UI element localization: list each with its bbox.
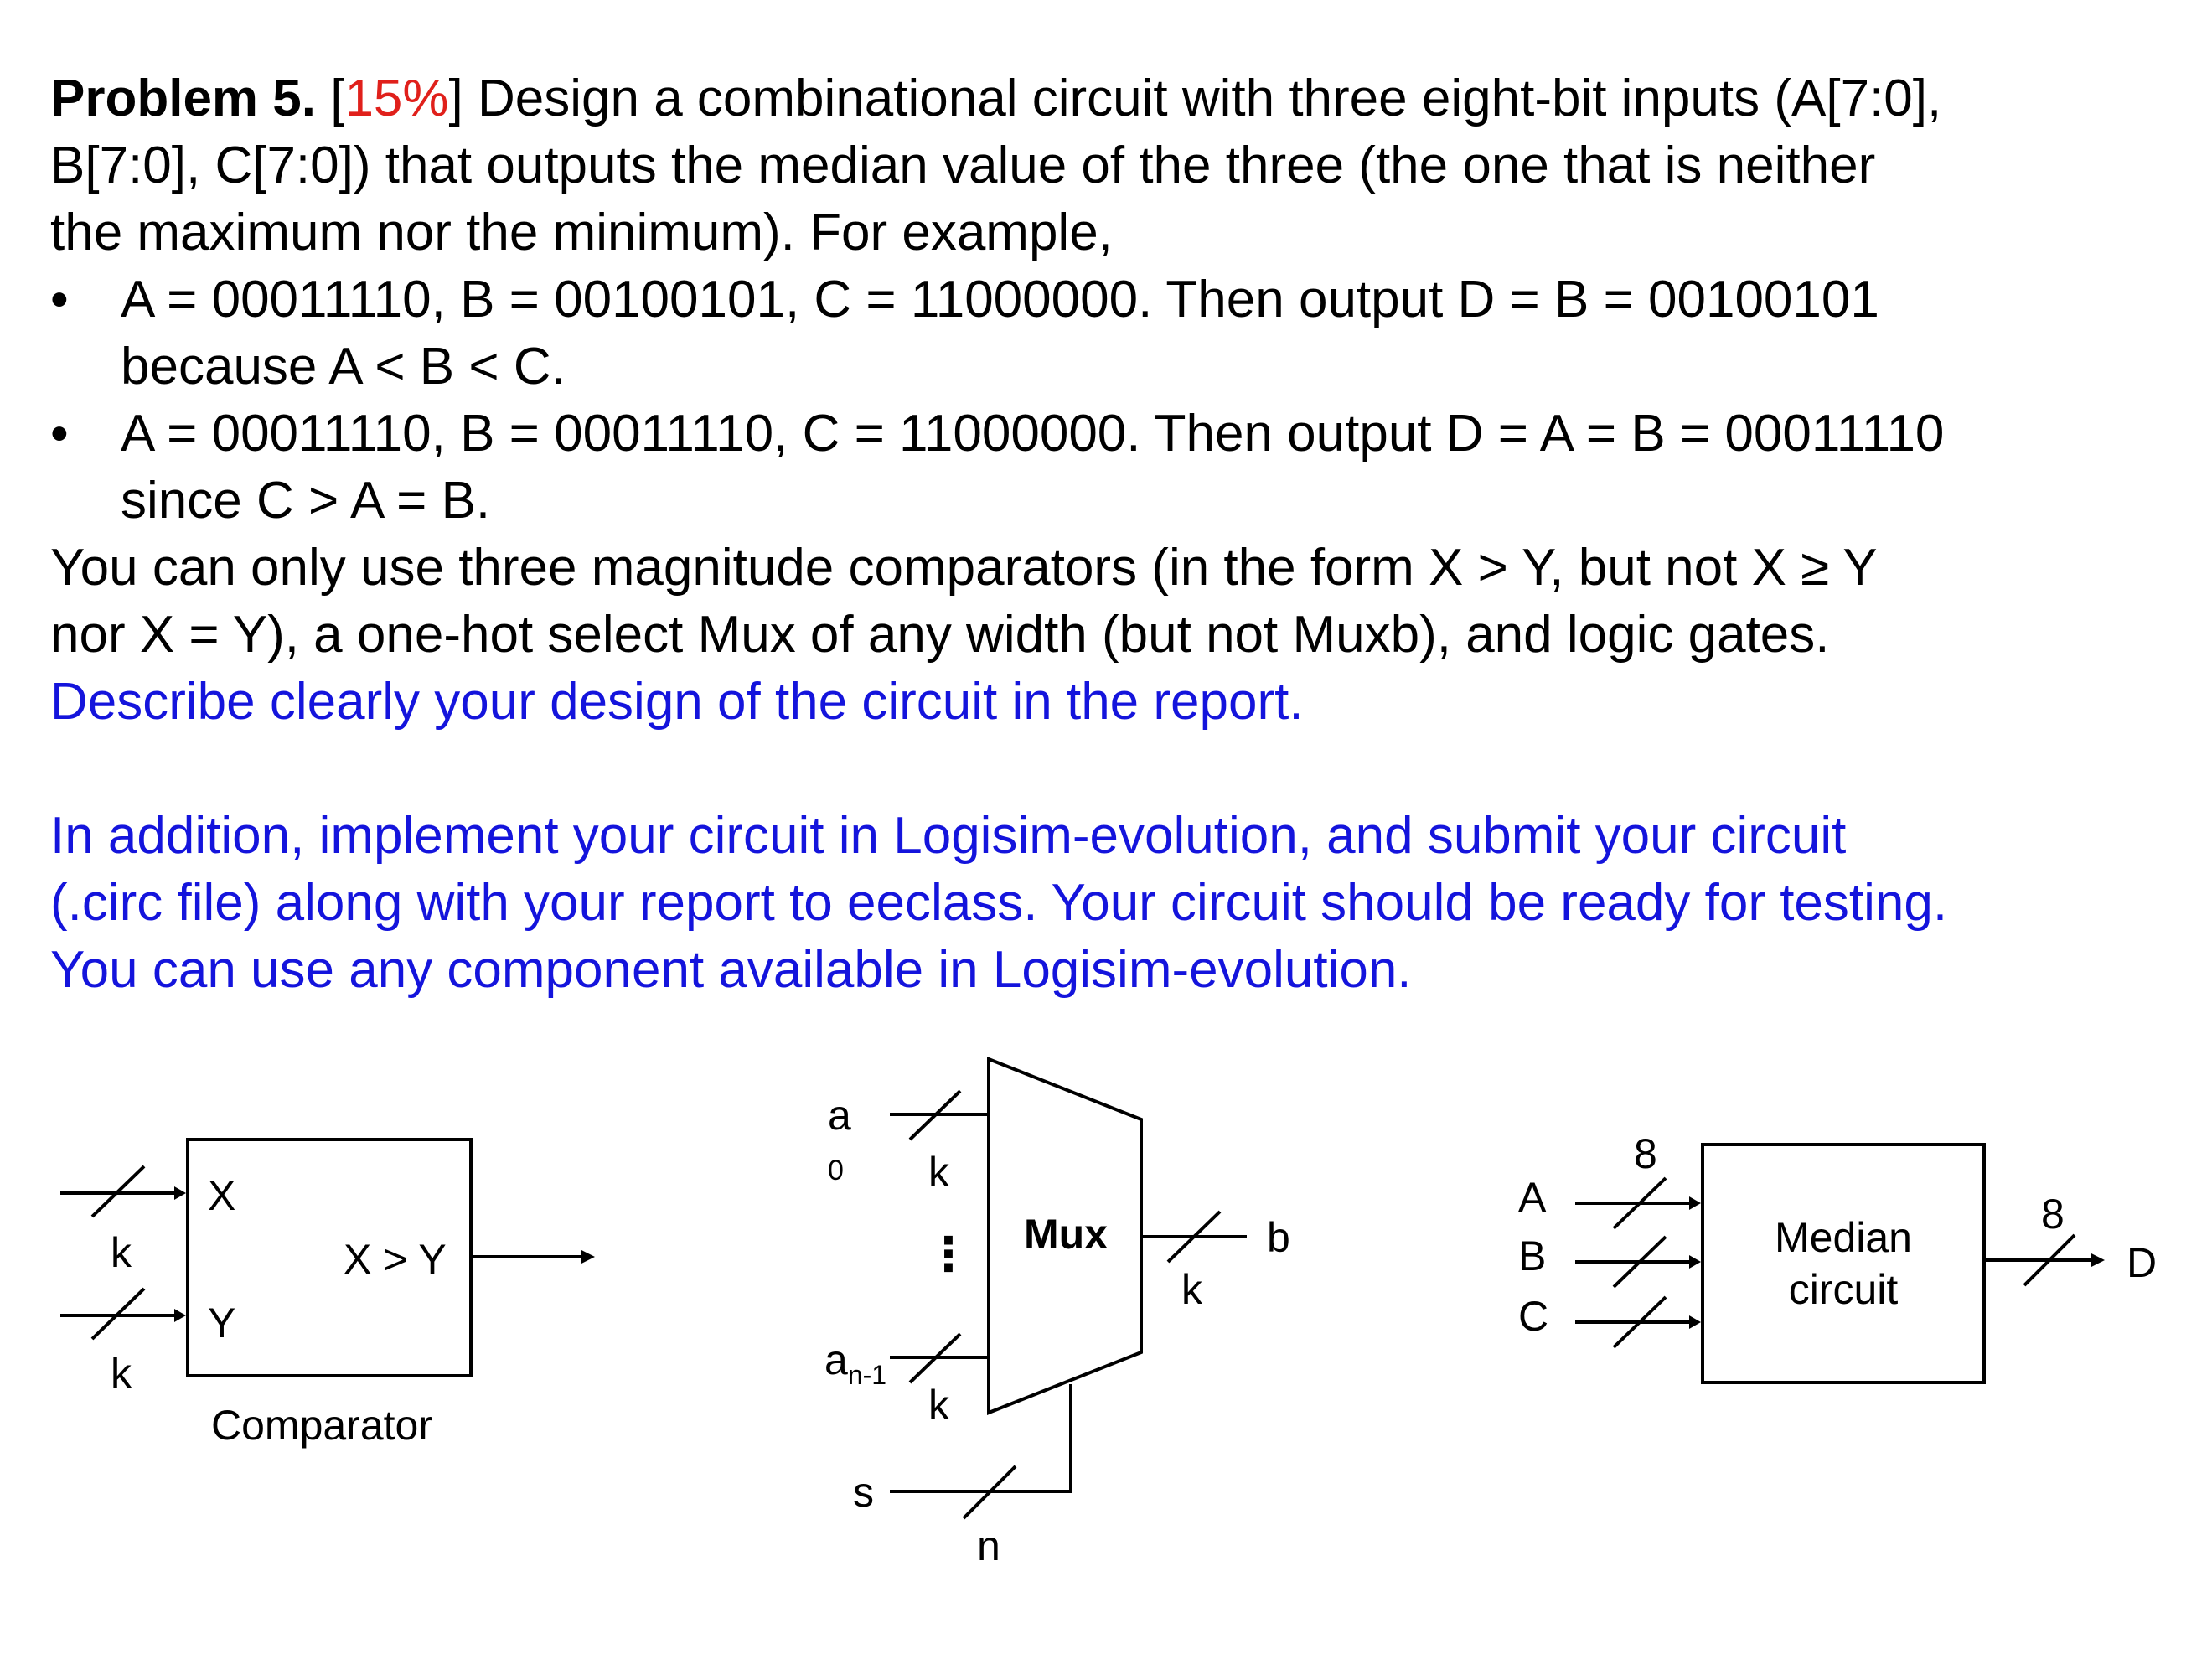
mux-input-a0-sub: 0: [828, 1155, 844, 1186]
problem-weight: 15%: [344, 70, 449, 127]
weight-open-bracket: [: [316, 70, 345, 127]
mux-select-wire: [890, 1384, 1071, 1491]
mux-input-an-label: $a_{n-1}$: [824, 1336, 887, 1390]
median-label-line-2: circuit: [1788, 1266, 1899, 1313]
comparator-y-label: Y: [208, 1300, 236, 1346]
comparator-diagram: [60, 1140, 595, 1376]
comparator-caption: Comparator: [211, 1402, 432, 1449]
problem-intro-line-3: the maximum nor the minimum). For example,: [50, 204, 1113, 261]
mux-label: Mux: [1024, 1211, 1108, 1258]
bullet-dot: •: [50, 405, 69, 463]
comparator-x-label: X: [208, 1172, 236, 1219]
example-2-line-1: A = 00011110, B = 00011110, C = 11000000. Then output D = A = B = 00011110: [121, 405, 1945, 463]
mux-output-label: b: [1267, 1214, 1290, 1261]
implementation-line-1: In addition, implement your circuit in Logisim-evolution, and submit your circuit: [50, 807, 1847, 865]
problem-label: Problem 5.: [50, 70, 316, 127]
mux-input-a0-label: a: [828, 1092, 851, 1139]
bullet-dot: •: [50, 271, 69, 328]
example-1-line-1: A = 00011110, B = 00100101, C = 11000000. Then output D = B = 00100101: [121, 271, 1879, 328]
constraint-line-1: You can only use three magnitude comparators (in the form X > Y, but not X ≥ Y: [50, 539, 1878, 597]
mux-ellipsis: ⋮: [925, 1227, 972, 1280]
comparator-x-width: k: [111, 1229, 132, 1276]
implementation-line-3: You can use any component available in Logisim-evolution.: [50, 941, 1412, 999]
constraint-line-2: nor X = Y), a one-hot select Mux of any width (but not Muxb), and logic gates.: [50, 606, 1830, 664]
mux-output-width: k: [1181, 1266, 1202, 1313]
comparator-output-label: X > Y: [344, 1236, 447, 1283]
median-output-width: 8: [2041, 1191, 2065, 1238]
example-1-line-2: because A < B < C.: [121, 338, 566, 395]
median-input-a-label: A: [1518, 1174, 1547, 1221]
implementation-line-2: (.circ file) along with your report to eeclass. Your circuit should be ready for testing.: [50, 874, 1948, 932]
example-2-line-2: since C > A = B.: [121, 472, 491, 530]
median-diagram: [1575, 1145, 2105, 1382]
median-label-line-1: Median: [1775, 1214, 1912, 1261]
mux-input-an-width: k: [928, 1382, 949, 1429]
median-box: [1703, 1145, 1984, 1382]
intro-text-1: Design a combinational circuit with three eight-bit inputs (A[7:0],: [463, 70, 1942, 127]
comparator-y-width: k: [111, 1350, 132, 1397]
weight-close-bracket: ]: [448, 70, 463, 127]
median-input-width: 8: [1634, 1130, 1657, 1177]
median-output-label: D: [2127, 1239, 2158, 1286]
median-input-b-label: B: [1518, 1233, 1547, 1279]
problem-intro-line-2: B[7:0], C[7:0]) that outputs the median value of the three (the one that is neither: [50, 137, 1876, 194]
mux-input-a0-width: k: [928, 1149, 949, 1196]
median-input-c-label: C: [1518, 1293, 1549, 1340]
report-instruction: Describe clearly your design of the circuit in the report.: [50, 673, 1304, 731]
mux-select-label: s: [853, 1469, 874, 1516]
mux-select-width: n: [977, 1522, 1000, 1569]
